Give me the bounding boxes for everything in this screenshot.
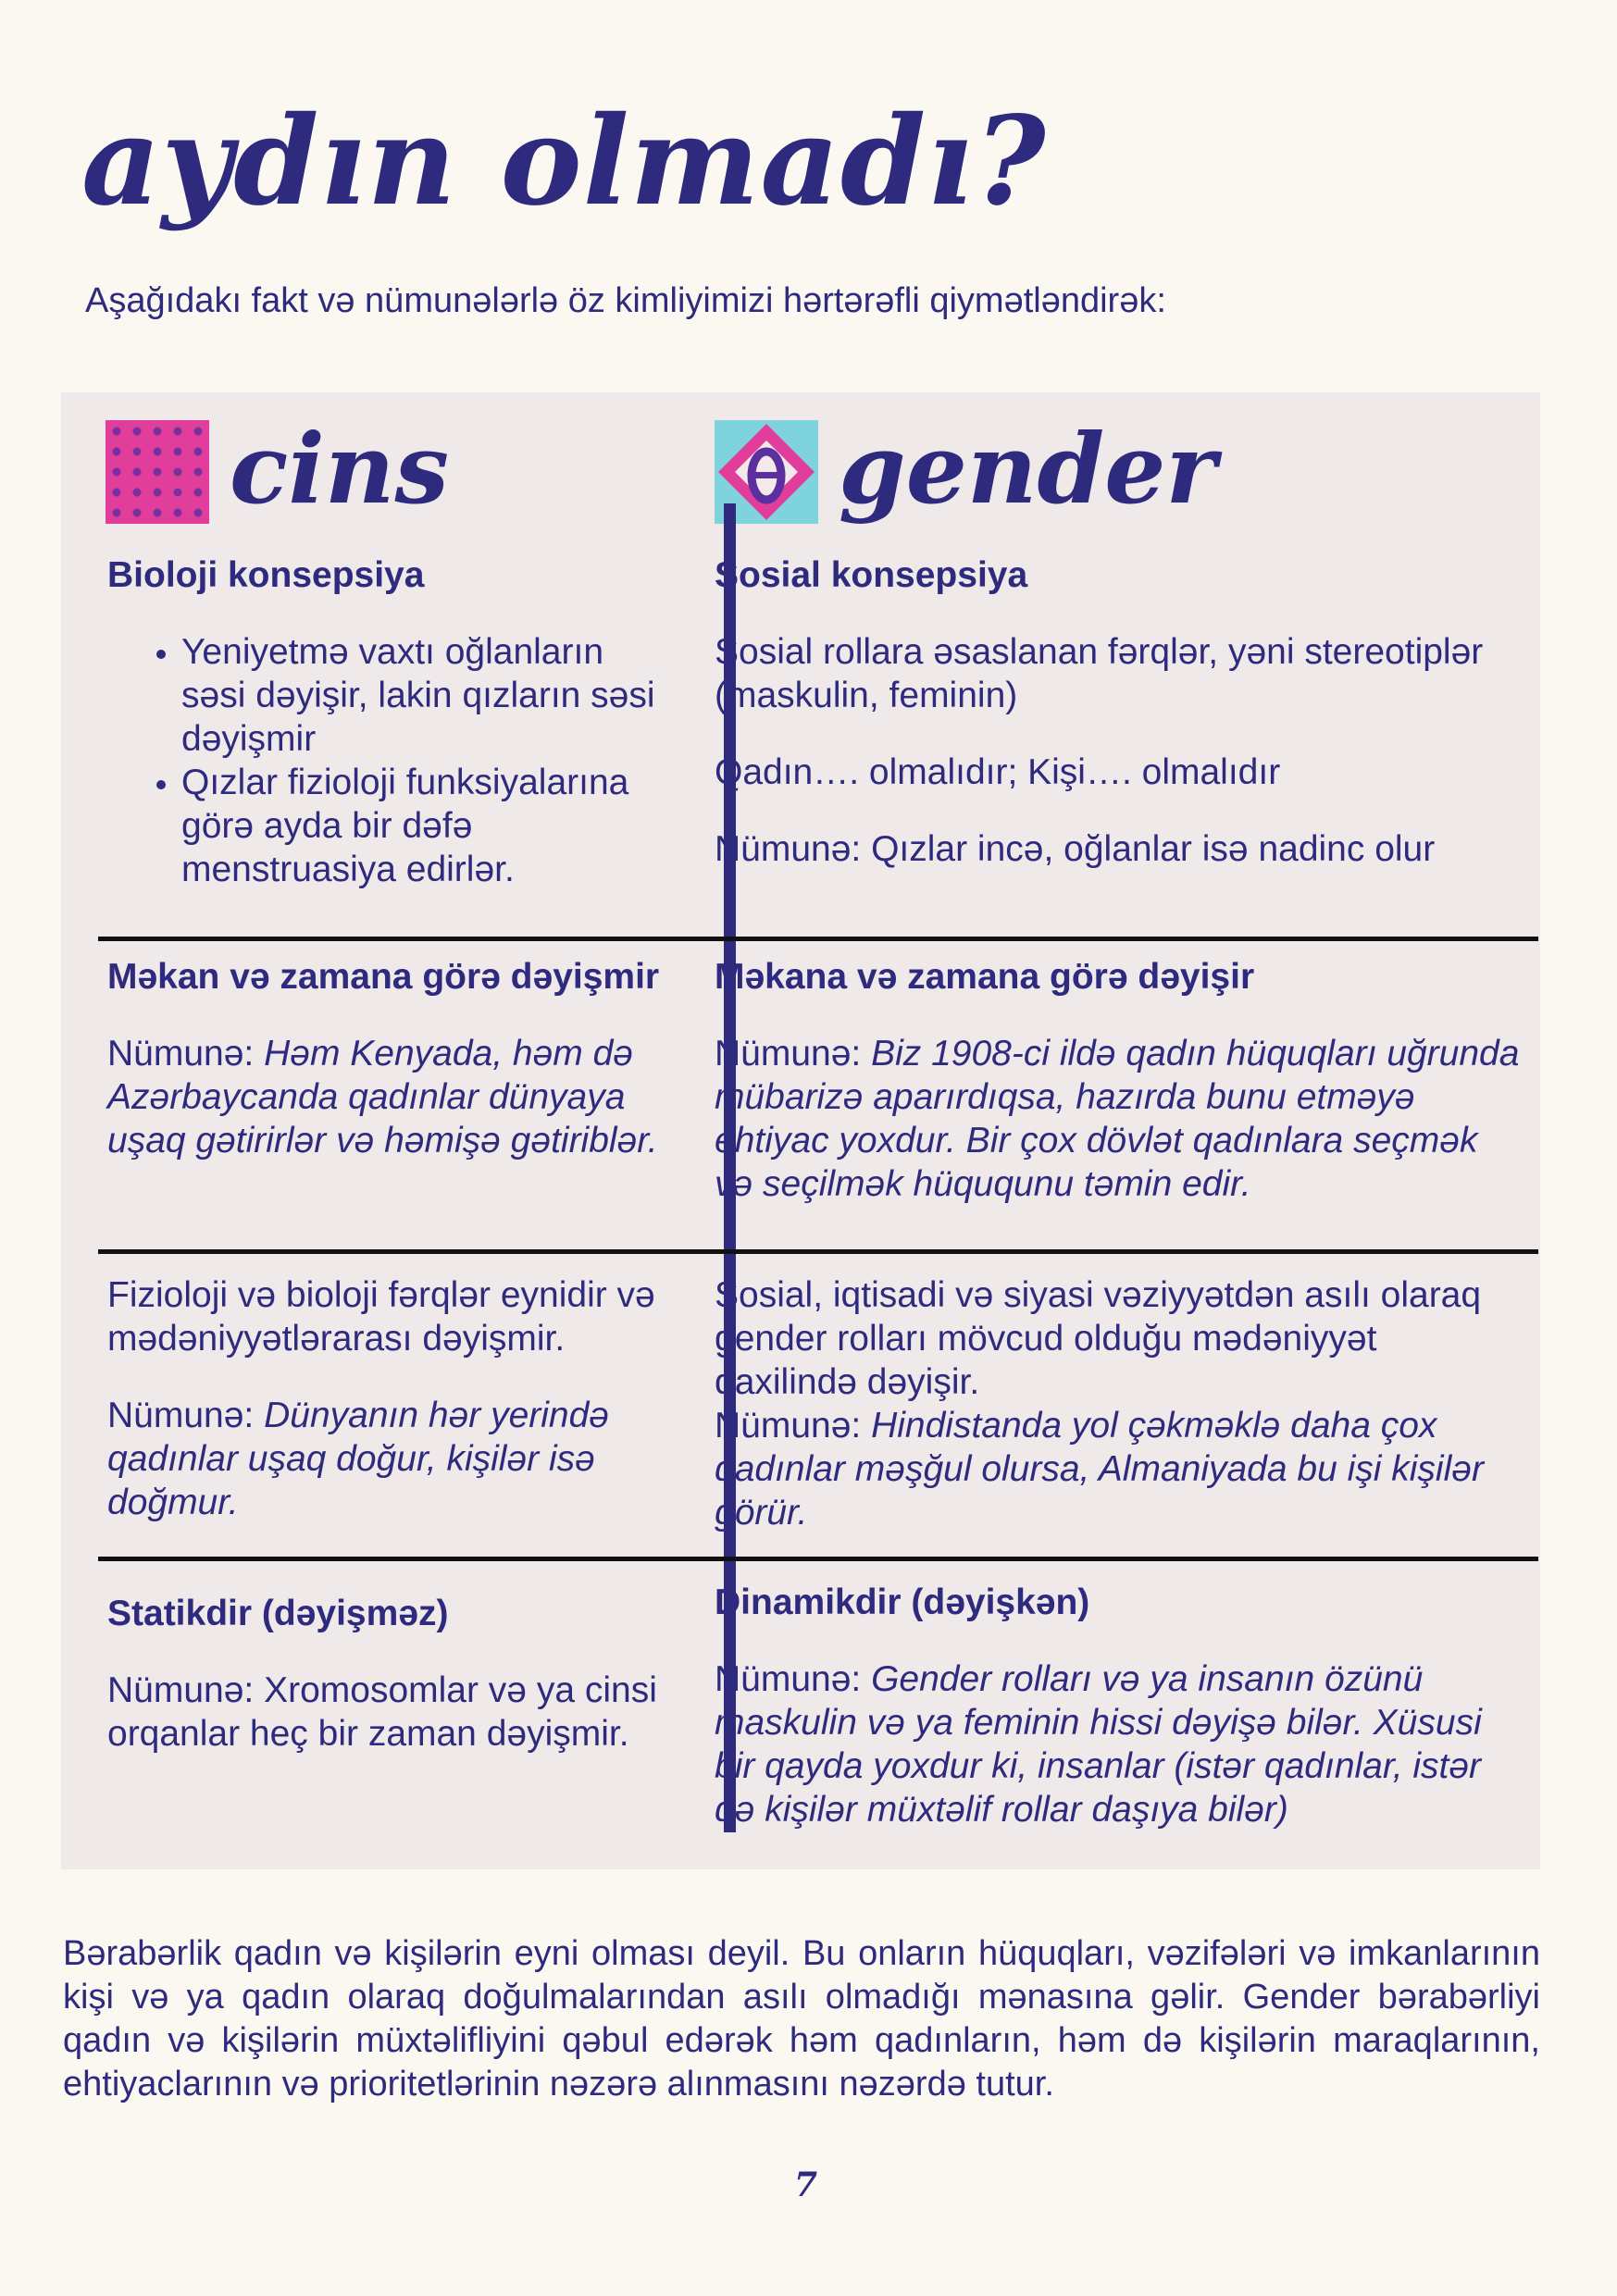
cell-heading: Sosial konsepsiya: [715, 555, 1028, 595]
cell-heading: Dinamikdir (dəyişkən): [715, 1582, 1090, 1622]
gender-dynamic-cell: [715, 1581, 1520, 1831]
example-body: Biz 1908-ci ildə qadın hüquqları uğrunda mübarizə aparırdıqsa, hazırda bunu etməyə ehtiyac yoxdur. Bir çox dövlət qadınlara seçmək və seçilmək hüququnu təmin edir.: [715, 1034, 1520, 1204]
example-text: [715, 1032, 1520, 1206]
cins-static-cell: [107, 1592, 663, 1756]
example-label: Nümunə:: [715, 1659, 862, 1699]
page-number: 7: [794, 2166, 818, 2204]
cins-biological-cell: [107, 553, 663, 891]
example-text: [107, 1032, 663, 1162]
example-label: Nümunə:: [715, 1034, 862, 1074]
row-divider: [98, 937, 1538, 941]
example-text: [715, 1404, 1520, 1534]
cell-text: Nümunə: Xromosomlar və ya cinsi orqanlar heç bir zaman dəyişmir.: [107, 1670, 657, 1754]
cell-heading: Məkana və zamana görə dəyişir: [715, 957, 1255, 997]
cell-text: Sosial, iqtisadi və siyasi vəziyyətdən asılı olaraq gender rolları mövcud olduğu mədəniyyət daxilində dəyişir.: [715, 1275, 1482, 1402]
gender-place-time-cell: [715, 955, 1520, 1206]
column-heading-cins: cins: [230, 412, 449, 526]
example-body: Dünyanın hər yerində qadınlar uşaq doğur, kişilər isə doğmur.: [107, 1396, 609, 1522]
list-item: • Qızlar fizioloji funksiyalarına görə ayda bir dəfə menstruasiya edirlər.: [181, 761, 663, 891]
cell-heading: Məkan və zamana görə dəyişmir: [107, 957, 660, 997]
row-divider: [98, 1249, 1538, 1254]
cell-text: Sosial rollara əsaslanan fərqlər, yəni stereotiplər (maskulin, feminin): [715, 632, 1484, 715]
example-label: Nümunə:: [715, 1406, 862, 1446]
example-label: Nümunə:: [107, 1396, 255, 1435]
gender-social-cell: [715, 553, 1520, 871]
cell-text: Nümunə: Qızlar incə, oğlanlar isə nadinc olur: [715, 829, 1436, 869]
cell-heading: Bioloji konsepsiya: [107, 555, 425, 595]
gender-cultural-cell: [715, 1273, 1520, 1534]
bullet-list: [107, 630, 663, 891]
page-title: aydın olmadı?: [81, 90, 1047, 233]
row-divider: [98, 1557, 1538, 1561]
cell-text: Qadın…. olmalıdır; Kişi…. olmalıdır: [715, 752, 1281, 792]
intro-text: Aşağıdakı fakt və nümunələrlə öz kimliyimizi hərtərəfli qiymətləndirək:: [85, 281, 1166, 320]
list-item: • Yeniyetmə vaxtı oğlanların səsi dəyişir, lakin qızların səsi dəyişmir: [181, 630, 663, 761]
example-text: [107, 1394, 663, 1524]
example-body: Gender rolları və ya insanın özünü maskulin və ya feminin hissi dəyişə bilər. Xüsusi bir qayda yoxdur ki, insanlar (istər qadınlar, istər də kişilər müxtəlif rollar daşıya bilər): [715, 1659, 1482, 1830]
example-body: Həm Kenyada, həm də Azərbaycanda qadınlar dünyaya uşaq gətirirlər və həmişə gətiriblər.: [107, 1034, 658, 1160]
cell-heading: Statikdir (dəyişməz): [107, 1594, 449, 1633]
cins-place-time-cell: [107, 955, 663, 1162]
pink-dotted-square-icon: [106, 420, 209, 524]
cell-text: Fizioloji və bioloji fərqlər eynidir və mədəniyyətlərarası dəyişmir.: [107, 1275, 655, 1359]
comparison-panel: [61, 392, 1540, 1869]
footer-paragraph: Bərabərlik qadın və kişilərin eyni olması deyil. Bu onların hüquqları, vəzifələri və imkanlarının kişi və ya qadın olaraq doğulmalarından asılı olmadığı mənasına gəlir. Gender bərabərliyi qadın və kişilərin müxtəlifliyini qəbul edərək həm qadınların, həm də kişilərin maraqlarının, ehtiyaclarının və prioritetlərinin nəzərə alınmasını nəzərdə tutur.: [63, 1934, 1540, 2104]
column-heading-gender: gender: [839, 412, 1217, 526]
example-text: [715, 1657, 1520, 1831]
example-body: Hindistanda yol çəkməklə daha çox qadınlar məşğul olursa, Almaniyada bu işi kişilər görür.: [715, 1406, 1484, 1533]
cins-cultural-cell: [107, 1273, 663, 1524]
example-label: Nümunə:: [107, 1034, 255, 1074]
